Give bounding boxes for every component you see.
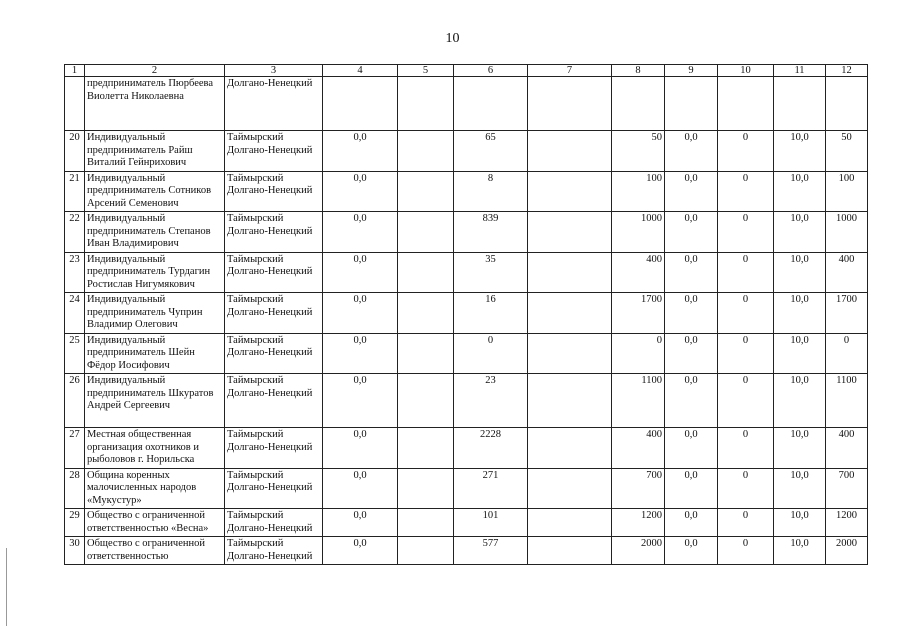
value-cell-col10: 0 <box>718 131 774 172</box>
value-cell-col6: 65 <box>454 131 528 172</box>
row-number-cell: 28 <box>65 468 85 509</box>
value-cell-col6: 0 <box>454 333 528 374</box>
value-cell-col11 <box>774 77 826 131</box>
table-row <box>65 252 868 293</box>
value-cell-col7 <box>528 333 612 374</box>
value-cell-col12: 1700 <box>826 293 868 334</box>
value-cell-col8: 100 <box>612 171 665 212</box>
value-cell-col6: 23 <box>454 374 528 428</box>
value-cell-col10: 0 <box>718 293 774 334</box>
value-cell-col8: 400 <box>612 428 665 469</box>
table-row <box>65 468 868 509</box>
column-header: 11 <box>774 65 826 77</box>
value-cell-col7 <box>528 293 612 334</box>
value-cell-col6: 2228 <box>454 428 528 469</box>
value-cell-col9: 0,0 <box>665 468 718 509</box>
value-cell-col4: 0,0 <box>323 131 398 172</box>
organization-name-cell: предприниматель Пюрбеева Виолетта Николаевна <box>85 77 225 131</box>
value-cell-col10: 0 <box>718 468 774 509</box>
region-cell: Таймырский Долгано-Ненецкий <box>225 171 323 212</box>
value-cell-col7 <box>528 374 612 428</box>
row-number-cell: 23 <box>65 252 85 293</box>
value-cell-col10: 0 <box>718 333 774 374</box>
value-cell-col12 <box>826 77 868 131</box>
value-cell-col11: 10,0 <box>774 333 826 374</box>
value-cell-col11: 10,0 <box>774 131 826 172</box>
table-row <box>65 171 868 212</box>
value-cell-col12: 1200 <box>826 509 868 537</box>
value-cell-col4: 0,0 <box>323 252 398 293</box>
value-cell-col12: 2000 <box>826 537 868 565</box>
value-cell-col11: 10,0 <box>774 374 826 428</box>
value-cell-col7 <box>528 509 612 537</box>
data-table <box>64 64 868 565</box>
organization-name-cell: Община коренных малочисленных народов «Мукустур» <box>85 468 225 509</box>
organization-name-cell: Индивидуальный предприниматель Степанов Иван Владимирович <box>85 212 225 253</box>
table-row <box>65 131 868 172</box>
value-cell-col10 <box>718 77 774 131</box>
value-cell-col7 <box>528 252 612 293</box>
value-cell-col7 <box>528 428 612 469</box>
value-cell-col4: 0,0 <box>323 428 398 469</box>
region-cell: Таймырский Долгано-Ненецкий <box>225 131 323 172</box>
region-cell: Таймырский Долгано-Ненецкий <box>225 428 323 469</box>
value-cell-col11: 10,0 <box>774 428 826 469</box>
value-cell-col6: 839 <box>454 212 528 253</box>
column-header: 8 <box>612 65 665 77</box>
region-cell: Таймырский Долгано-Ненецкий <box>225 537 323 565</box>
table-row <box>65 428 868 469</box>
value-cell-col11: 10,0 <box>774 293 826 334</box>
column-header: 4 <box>323 65 398 77</box>
value-cell-col5 <box>398 333 454 374</box>
column-header: 6 <box>454 65 528 77</box>
value-cell-col9 <box>665 77 718 131</box>
column-header: 5 <box>398 65 454 77</box>
header-row <box>65 65 868 77</box>
value-cell-col9: 0,0 <box>665 374 718 428</box>
value-cell-col8: 400 <box>612 252 665 293</box>
value-cell-col6: 577 <box>454 537 528 565</box>
value-cell-col11: 10,0 <box>774 171 826 212</box>
value-cell-col5 <box>398 171 454 212</box>
value-cell-col8: 0 <box>612 333 665 374</box>
value-cell-col11: 10,0 <box>774 468 826 509</box>
region-cell: Таймырский Долгано-Ненецкий <box>225 333 323 374</box>
value-cell-col12: 100 <box>826 171 868 212</box>
column-header: 12 <box>826 65 868 77</box>
organization-name-cell: Индивидуальный предприниматель Шейн Фёдор Иосифович <box>85 333 225 374</box>
row-number-cell: 26 <box>65 374 85 428</box>
value-cell-col12: 1000 <box>826 212 868 253</box>
value-cell-col8 <box>612 77 665 131</box>
value-cell-col4: 0,0 <box>323 293 398 334</box>
value-cell-col7 <box>528 212 612 253</box>
value-cell-col6 <box>454 77 528 131</box>
column-header: 3 <box>225 65 323 77</box>
row-number-cell: 20 <box>65 131 85 172</box>
value-cell-col5 <box>398 252 454 293</box>
value-cell-col4: 0,0 <box>323 537 398 565</box>
value-cell-col10: 0 <box>718 212 774 253</box>
row-number-cell: 24 <box>65 293 85 334</box>
row-number-cell: 27 <box>65 428 85 469</box>
value-cell-col8: 50 <box>612 131 665 172</box>
column-header: 9 <box>665 65 718 77</box>
value-cell-col5 <box>398 537 454 565</box>
value-cell-col10: 0 <box>718 537 774 565</box>
value-cell-col12: 0 <box>826 333 868 374</box>
value-cell-col6: 16 <box>454 293 528 334</box>
value-cell-col5 <box>398 131 454 172</box>
value-cell-col9: 0,0 <box>665 212 718 253</box>
value-cell-col9: 0,0 <box>665 293 718 334</box>
value-cell-col5 <box>398 293 454 334</box>
value-cell-col4: 0,0 <box>323 212 398 253</box>
organization-name-cell: Местная общественная организация охотников и рыболовов г. Норильска <box>85 428 225 469</box>
scan-margin-line <box>6 548 7 626</box>
region-cell: Таймырский Долгано-Ненецкий <box>225 252 323 293</box>
value-cell-col12: 400 <box>826 252 868 293</box>
value-cell-col10: 0 <box>718 428 774 469</box>
value-cell-col6: 8 <box>454 171 528 212</box>
value-cell-col9: 0,0 <box>665 252 718 293</box>
row-number-cell: 30 <box>65 537 85 565</box>
value-cell-col4 <box>323 77 398 131</box>
value-cell-col4: 0,0 <box>323 333 398 374</box>
value-cell-col7 <box>528 537 612 565</box>
column-header: 7 <box>528 65 612 77</box>
value-cell-col4: 0,0 <box>323 509 398 537</box>
organization-name-cell: Индивидуальный предприниматель Сотников Арсений Семенович <box>85 171 225 212</box>
value-cell-col4: 0,0 <box>323 374 398 428</box>
page-number: 10 <box>445 31 460 46</box>
value-cell-col5 <box>398 374 454 428</box>
value-cell-col6: 101 <box>454 509 528 537</box>
value-cell-col10: 0 <box>718 252 774 293</box>
value-cell-col5 <box>398 509 454 537</box>
table-row <box>65 537 868 565</box>
organization-name-cell: Индивидуальный предприниматель Турдагин Ростислав Нигумякович <box>85 252 225 293</box>
value-cell-col7 <box>528 468 612 509</box>
column-header: 1 <box>65 65 85 77</box>
value-cell-col11: 10,0 <box>774 252 826 293</box>
value-cell-col11: 10,0 <box>774 537 826 565</box>
value-cell-col6: 271 <box>454 468 528 509</box>
row-number-cell: 21 <box>65 171 85 212</box>
value-cell-col4: 0,0 <box>323 171 398 212</box>
table-row <box>65 509 868 537</box>
value-cell-col7 <box>528 131 612 172</box>
row-number-cell <box>65 77 85 131</box>
value-cell-col10: 0 <box>718 374 774 428</box>
value-cell-col7 <box>528 77 612 131</box>
value-cell-col8: 1700 <box>612 293 665 334</box>
value-cell-col9: 0,0 <box>665 131 718 172</box>
region-cell: Таймырский Долгано-Ненецкий <box>225 509 323 537</box>
organization-name-cell: Общество с ограниченной ответственностью <box>85 537 225 565</box>
value-cell-col8: 2000 <box>612 537 665 565</box>
value-cell-col11: 10,0 <box>774 212 826 253</box>
region-cell: Таймырский Долгано-Ненецкий <box>225 374 323 428</box>
value-cell-col5 <box>398 77 454 131</box>
value-cell-col9: 0,0 <box>665 428 718 469</box>
region-cell: Таймырский Долгано-Ненецкий <box>225 212 323 253</box>
row-number-cell: 25 <box>65 333 85 374</box>
value-cell-col5 <box>398 428 454 469</box>
value-cell-col12: 400 <box>826 428 868 469</box>
value-cell-col12: 700 <box>826 468 868 509</box>
value-cell-col8: 1100 <box>612 374 665 428</box>
column-header: 10 <box>718 65 774 77</box>
organization-name-cell: Общество с ограниченной ответственностью «Весна» <box>85 509 225 537</box>
column-header: 2 <box>85 65 225 77</box>
row-number-cell: 22 <box>65 212 85 253</box>
value-cell-col9: 0,0 <box>665 537 718 565</box>
value-cell-col10: 0 <box>718 509 774 537</box>
value-cell-col5 <box>398 212 454 253</box>
value-cell-col6: 35 <box>454 252 528 293</box>
value-cell-col9: 0,0 <box>665 171 718 212</box>
organization-name-cell: Индивидуальный предприниматель Шкуратов Андрей Сергеевич <box>85 374 225 428</box>
value-cell-col12: 50 <box>826 131 868 172</box>
region-cell: Долгано-Ненецкий <box>225 77 323 131</box>
value-cell-col8: 1200 <box>612 509 665 537</box>
value-cell-col4: 0,0 <box>323 468 398 509</box>
region-cell: Таймырский Долгано-Ненецкий <box>225 468 323 509</box>
value-cell-col5 <box>398 468 454 509</box>
region-cell: Таймырский Долгано-Ненецкий <box>225 293 323 334</box>
value-cell-col12: 1100 <box>826 374 868 428</box>
table-row <box>65 293 868 334</box>
table-row <box>65 77 868 131</box>
value-cell-col9: 0,0 <box>665 333 718 374</box>
table-row <box>65 374 868 428</box>
value-cell-col10: 0 <box>718 171 774 212</box>
value-cell-col11: 10,0 <box>774 509 826 537</box>
table-row <box>65 212 868 253</box>
value-cell-col8: 1000 <box>612 212 665 253</box>
value-cell-col8: 700 <box>612 468 665 509</box>
organization-name-cell: Индивидуальный предприниматель Чуприн Владимир Олегович <box>85 293 225 334</box>
value-cell-col7 <box>528 171 612 212</box>
table-row <box>65 333 868 374</box>
row-number-cell: 29 <box>65 509 85 537</box>
organization-name-cell: Индивидуальный предприниматель Райш Виталий Гейнрихович <box>85 131 225 172</box>
value-cell-col9: 0,0 <box>665 509 718 537</box>
